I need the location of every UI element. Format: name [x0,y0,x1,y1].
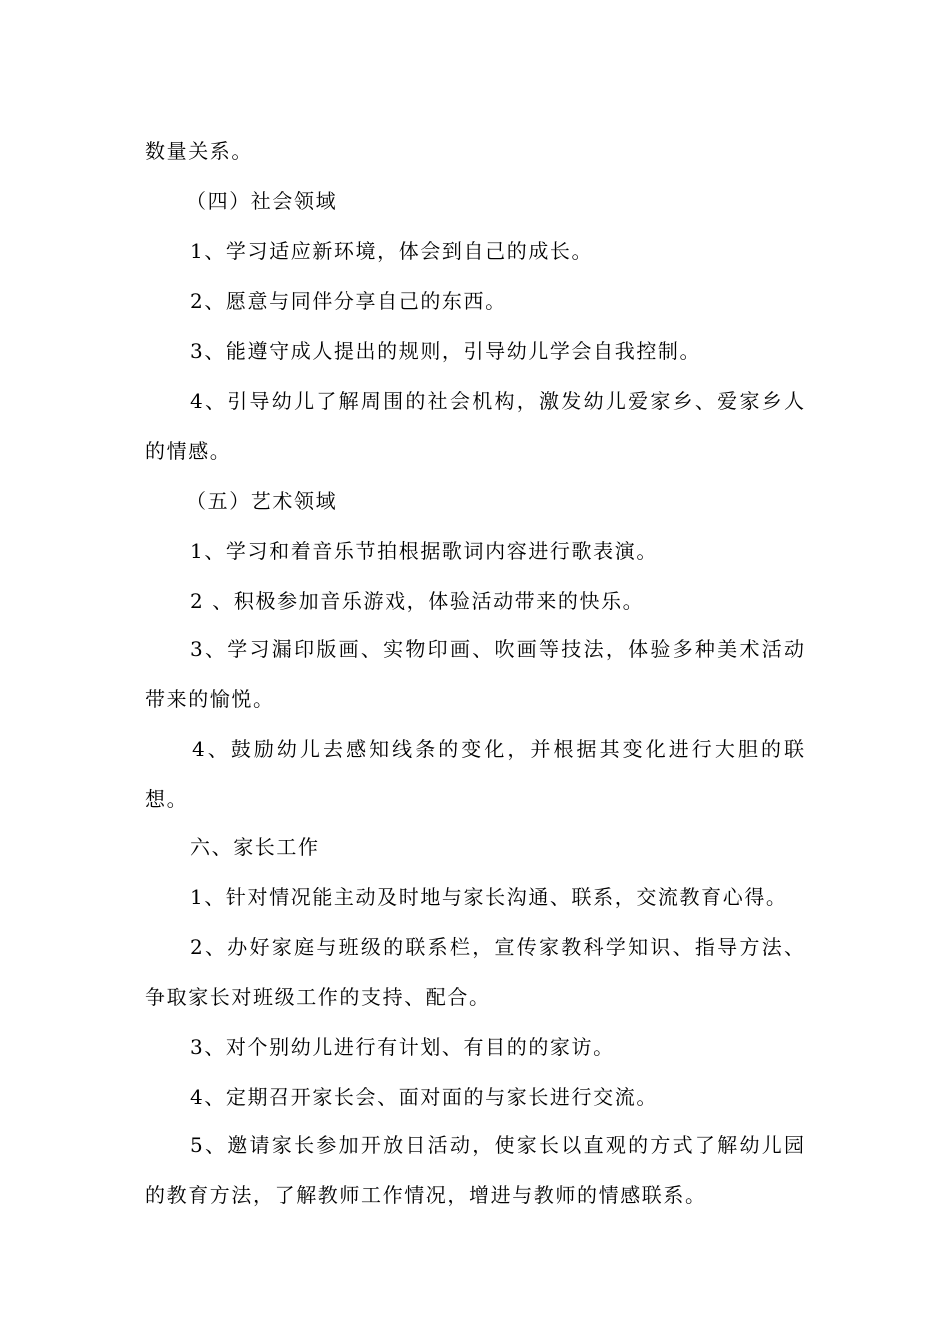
text-line: 4、定期召开家长会、面对面的与家长进行交流。 [190,1085,658,1109]
text-line: 想。 [145,787,189,811]
section-heading-art: （五）艺术领域 [186,489,338,513]
section-heading-social: （四）社会领域 [186,189,338,213]
text-line: 2 、积极参加音乐游戏，体验活动带来的快乐。 [190,589,645,613]
text-line: 1、针对情况能主动及时地与家长沟通、联系，交流教育心得。 [190,885,788,909]
section-heading-parents: 六、家长工作 [190,835,320,859]
text-line: 数量关系。 [145,139,253,163]
text-line: 2、愿意与同伴分享自己的东西。 [190,289,507,313]
text-line: 1、学习适应新环境，体会到自己的成长。 [190,239,594,263]
text-line: 2、办好家庭与班级的联系栏，宣传家教科学知识、指导方法、 [190,935,804,959]
text-line: 1、学习和着音乐节拍根据歌词内容进行歌表演。 [190,539,658,563]
text-line: 带来的愉悦。 [145,687,275,711]
text-line: 5、邀请家长参加开放日活动，使家长以直观的方式了解幼儿园 [190,1133,804,1157]
text-line: 的情感。 [145,439,232,463]
text-line: 3、能遵守成人提出的规则，引导幼儿学会自我控制。 [190,339,702,363]
text-line: 4、鼓励幼儿去感知线条的变化，并根据其变化进行大胆的联 [192,737,804,761]
text-line: 争取家长对班级工作的支持、配合。 [145,985,491,1009]
text-line: 的教育方法，了解教师工作情况，增进与教师的情感联系。 [145,1183,707,1207]
text-line: 3、对个别幼儿进行有计划、有目的的家访。 [190,1035,615,1059]
text-line: 3、学习漏印版画、实物印画、吹画等技法，体验多种美术活动 [190,637,804,661]
text-line: 4、引导幼儿了解周围的社会机构，激发幼儿爱家乡、爱家乡人 [190,389,804,413]
